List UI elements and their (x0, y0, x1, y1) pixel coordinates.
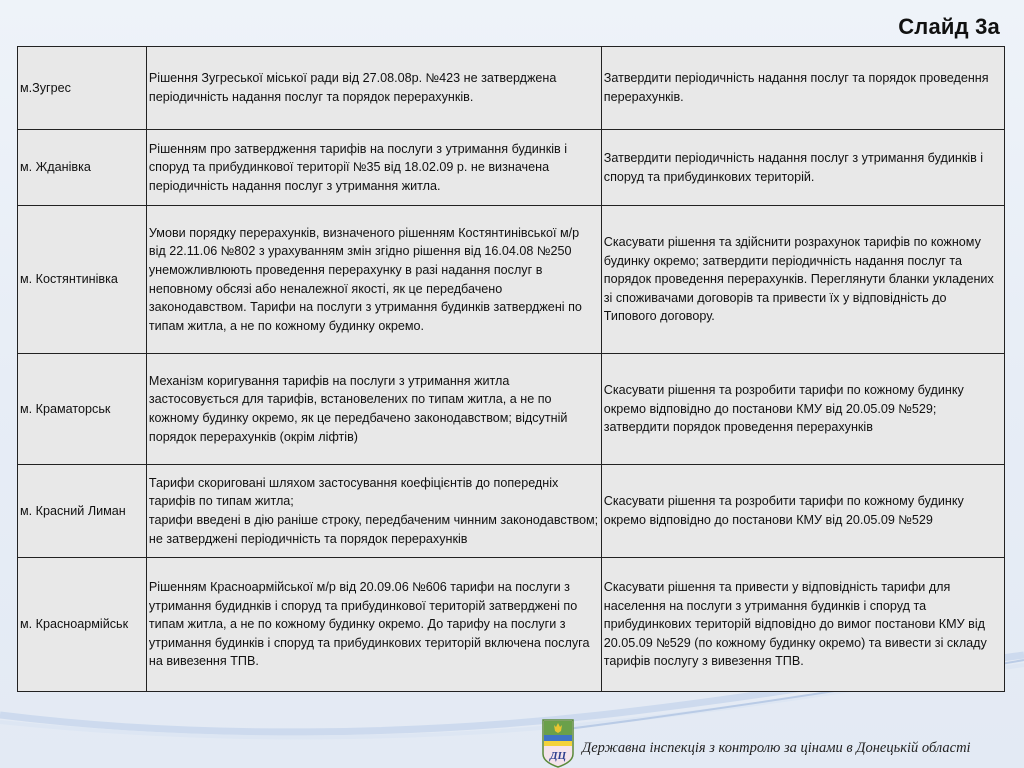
finding-line: Тарифи скориговані шляхом застосування коефіцієнтів до попередніх тарифів по типам житла; (148, 475, 559, 509)
footer (541, 718, 971, 768)
action-cell: Скасувати рішення та розробити тарифи по кожному будинку окремо відповідно до постанови КМУ від 20.05.09 №529 (601, 465, 1004, 558)
finding-cell: Умови порядку перерахунків, визначеного рішенням Костянтинівської м/р від 22.11.06 №802 з урахуванням змін згідно рішення від 16.04.08 №250 унеможливлюють проведення перерахунку в разі надання послуг в неповному обсязі або неналежної якості, як це передбачено законодавством. Тарифи на послуги з утримання будинків затверджені по типам житла, а не по кожному будинку окремо. (146, 206, 601, 354)
city-cell (18, 206, 147, 354)
table-row (18, 354, 1005, 465)
organization-name: Державна інспекція з контролю за цінами в Донецькій області (582, 739, 971, 756)
city-name: м.Зугрес (20, 80, 71, 95)
city-name: м. Краматорськ (20, 401, 111, 416)
action-cell: Скасувати рішення та привести у відповідність тарифи для населення на послуги з утримання будинків і споруд та прибудинкових територій відповідно до вимог постанови КМУ від 20.05.09 №529 (по кожному будинку окремо) та вивести зі складу тарифів послугу з вивезення ТПВ. (601, 558, 1004, 692)
finding-cell: Рішенням Красноармійської м/р від 20.09.06 №606 тарифи на послуги з утримання будиднків і споруд та прибудинкової територій затверджені по типам житла, а не по кожному будинку окремо. До тарифу на послуги з утримання будинків і споруд та прибудинкових територій включена послуга на вивезення ТПВ. (146, 558, 601, 692)
action-cell: Скасувати рішення та здійснити розрахунок тарифів по кожному будинку окремо; затвердити періодичність надання послуг та порядок проведення перерахунків. Переглянути бланки укладених зі споживачами договорів та привести їх у відповідність до Типового договору. (601, 206, 1004, 354)
coat-of-arms-icon (541, 718, 575, 768)
findings-table (17, 46, 1005, 692)
finding-cell (146, 465, 601, 558)
city-name: м. Красний Лиман (20, 503, 126, 518)
finding-cell: Рішення Зугреської міської ради від 27.08.08р. №423 не затверджена періодичність надання послуг та порядок перерахунків. (146, 47, 601, 130)
city-cell (18, 558, 147, 692)
finding-line: тарифи введені в дію раніше строку, передбаченим чинним законодавством; не затверджені періодичність та порядок перерахунків (148, 513, 599, 546)
city-name: м. Красноармійськ (20, 617, 129, 632)
city-cell (18, 354, 147, 465)
city-cell (18, 465, 147, 558)
table-row (18, 558, 1005, 692)
city-name: м. Жданівка (20, 160, 91, 175)
city-cell (18, 47, 147, 130)
slide-title: Слайд 3а (898, 14, 1000, 39)
action-cell: Затвердити періодичність надання послуг з утримання будинків і споруд та прибудинкових територій. (601, 130, 1004, 206)
table-row (18, 206, 1005, 354)
finding-cell: Рішенням про затвердження тарифів на послуги з утримання будинків і споруд та прибудинкової території №35 від 18.02.09 р. не визначена періодичність надання послуг з утримання житла. (146, 130, 601, 206)
table-row (18, 47, 1005, 130)
city-cell (18, 130, 147, 206)
table-row (18, 465, 1005, 558)
action-cell: Скасувати рішення та розробити тарифи по кожному будинку окремо відповідно до постанови КМУ від 20.05.09 №529; затвердити порядок проведення перерахунків (601, 354, 1004, 465)
action-cell: Затвердити періодичність надання послуг та порядок проведення перерахунків. (601, 47, 1004, 130)
city-name: м. Костянтинівка (20, 272, 118, 287)
table-row (18, 130, 1005, 206)
logo-letters: ДЦ (549, 750, 567, 762)
finding-cell: Механізм коригування тарифів на послуги з утримання житла застосовується для тарифів, встановелених по типам житла, а не по кожному будинку окремо, як це передбачено законодавством; відсутній порядок перерахунків (окрім ліфтів) (146, 354, 601, 465)
